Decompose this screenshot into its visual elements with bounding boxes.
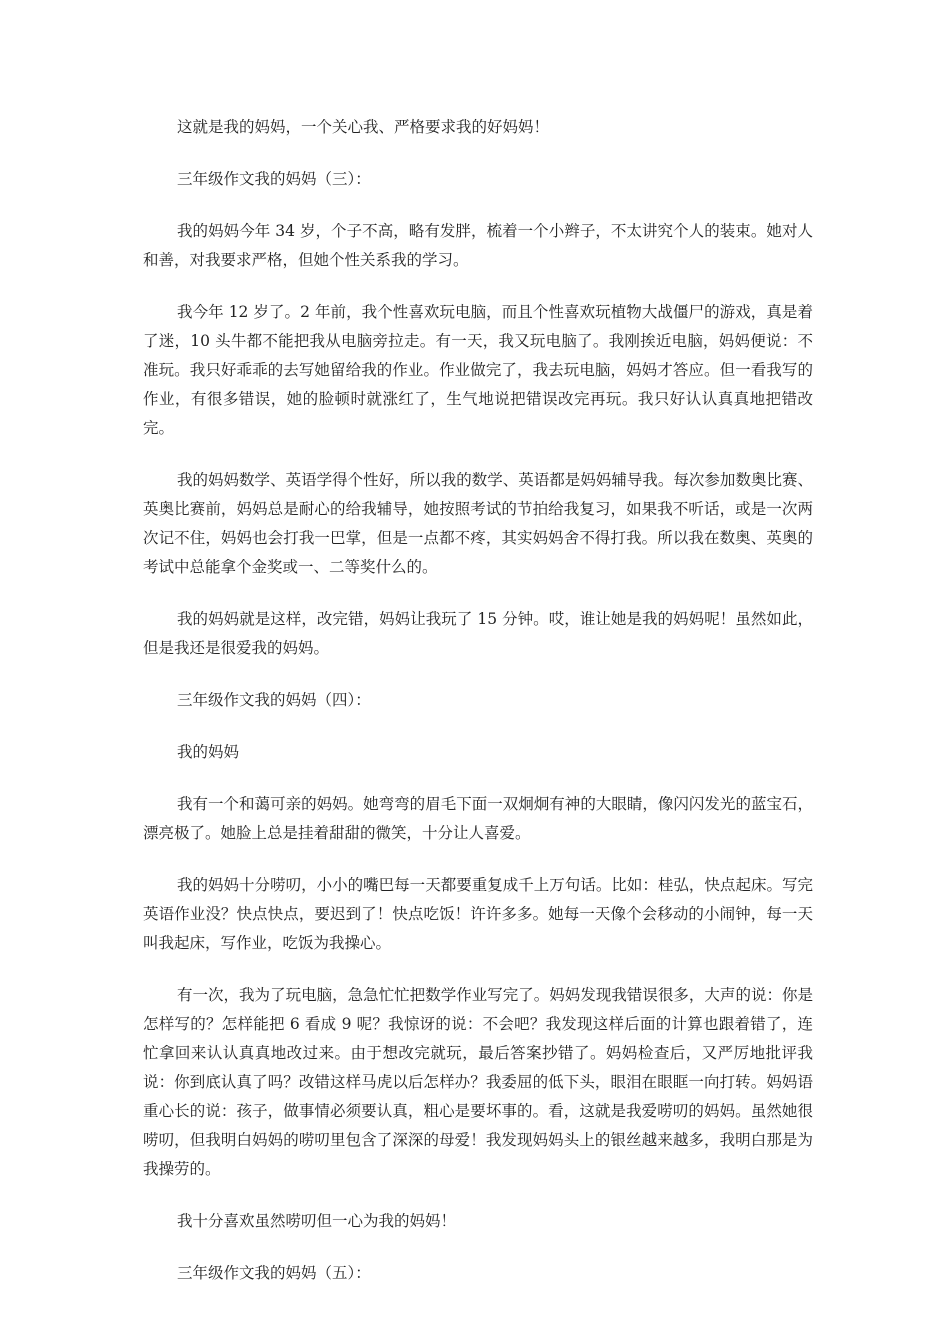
paragraph: 我十分喜欢虽然唠叨但一心为我的妈妈！ bbox=[177, 1212, 457, 1230]
paragraph: 我今年 12 岁了。2 年前，我个性喜欢玩电脑，而且个性喜欢玩植物大战僵尸的游戏，真是着了迷，10 头牛都不能把我从电脑旁拉走。有一天，我又玩电脑了。我刚挨近电脑，妈妈便说：不准玩。我只好乖乖的去写她留给我的作业。作业做完了，我去玩电脑，妈妈才答应。但一看我写的作业，有很多错误，她的脸顿时就涨红了，生气地说把错误改完再玩。我只好认认真真地把错改完。 bbox=[143, 303, 813, 437]
paragraph: 我有一个和蔼可亲的妈妈。她弯弯的眉毛下面一双炯炯有神的大眼睛，像闪闪发光的蓝宝石，漂亮极了。她脸上总是挂着甜甜的微笑，十分让人喜爱。 bbox=[143, 795, 813, 842]
paragraph: 有一次，我为了玩电脑，急急忙忙把数学作业写完了。妈妈发现我错误很多，大声的说：你是怎样写的？怎样能把 6 看成 9 呢？我惊讶的说：不会吧？我发现这样后面的计算也跟着错了，连忙拿回来认认真真地改过来。由于想改完就玩，最后答案抄错了。妈妈检查后，又严厉地批评我说：你到底认真了吗？改错这样马虎以后怎样办？我委屈的低下头，眼泪在眼眶一向打转。妈妈语重心长的说：孩子，做事情必须要认真，粗心是要坏事的。看，这就是我爱唠叨的妈妈。虽然她很唠叨，但我明白妈妈的唠叨里包含了深深的母爱！我发现妈妈头上的银丝越来越多，我明白那是为我操劳的。 bbox=[143, 986, 813, 1178]
paragraph: 我的妈妈今年 34 岁，个子不高，略有发胖，梳着一个小辫子，不太讲究个人的装束。她对人和善，对我要求严格，但她个性关系我的学习。 bbox=[143, 222, 813, 269]
paragraph: 我的妈妈十分唠叨，小小的嘴巴每一天都要重复成千上万句话。比如：桂弘，快点起床。写完英语作业没？快点快点，要迟到了！快点吃饭！许许多多。她每一天像个会移动的小闹钟，每一天叫我起床，写作业，吃饭为我操心。 bbox=[143, 876, 813, 952]
essay-title: 我的妈妈 bbox=[177, 743, 240, 761]
section-heading: 三年级作文我的妈妈（三）： bbox=[177, 170, 371, 188]
section-heading: 三年级作文我的妈妈（四）： bbox=[177, 691, 371, 709]
paragraph: 这就是我的妈妈，一个关心我、严格要求我的好妈妈！ bbox=[177, 118, 550, 136]
paragraph: 我的妈妈就是这样，改完错，妈妈让我玩了 15 分钟。哎，谁让她是我的妈妈呢！虽然如此，但是我还是很爱我的妈妈。 bbox=[143, 610, 813, 657]
section-heading: 三年级作文我的妈妈（五）： bbox=[177, 1264, 371, 1282]
paragraph: 我的妈妈数学、英语学得个性好，所以我的数学、英语都是妈妈辅导我。每次参加数奥比赛、英奥比赛前，妈妈总是耐心的给我辅导，她按照考试的节拍给我复习，如果我不听话，或是一次两次记不住，妈妈也会打我一巴掌，但是一点都不疼，其实妈妈舍不得打我。所以我在数奥、英奥的考试中总能拿个金奖或一、二等奖什么的。 bbox=[143, 471, 813, 576]
document-body bbox=[143, 113, 813, 1311]
